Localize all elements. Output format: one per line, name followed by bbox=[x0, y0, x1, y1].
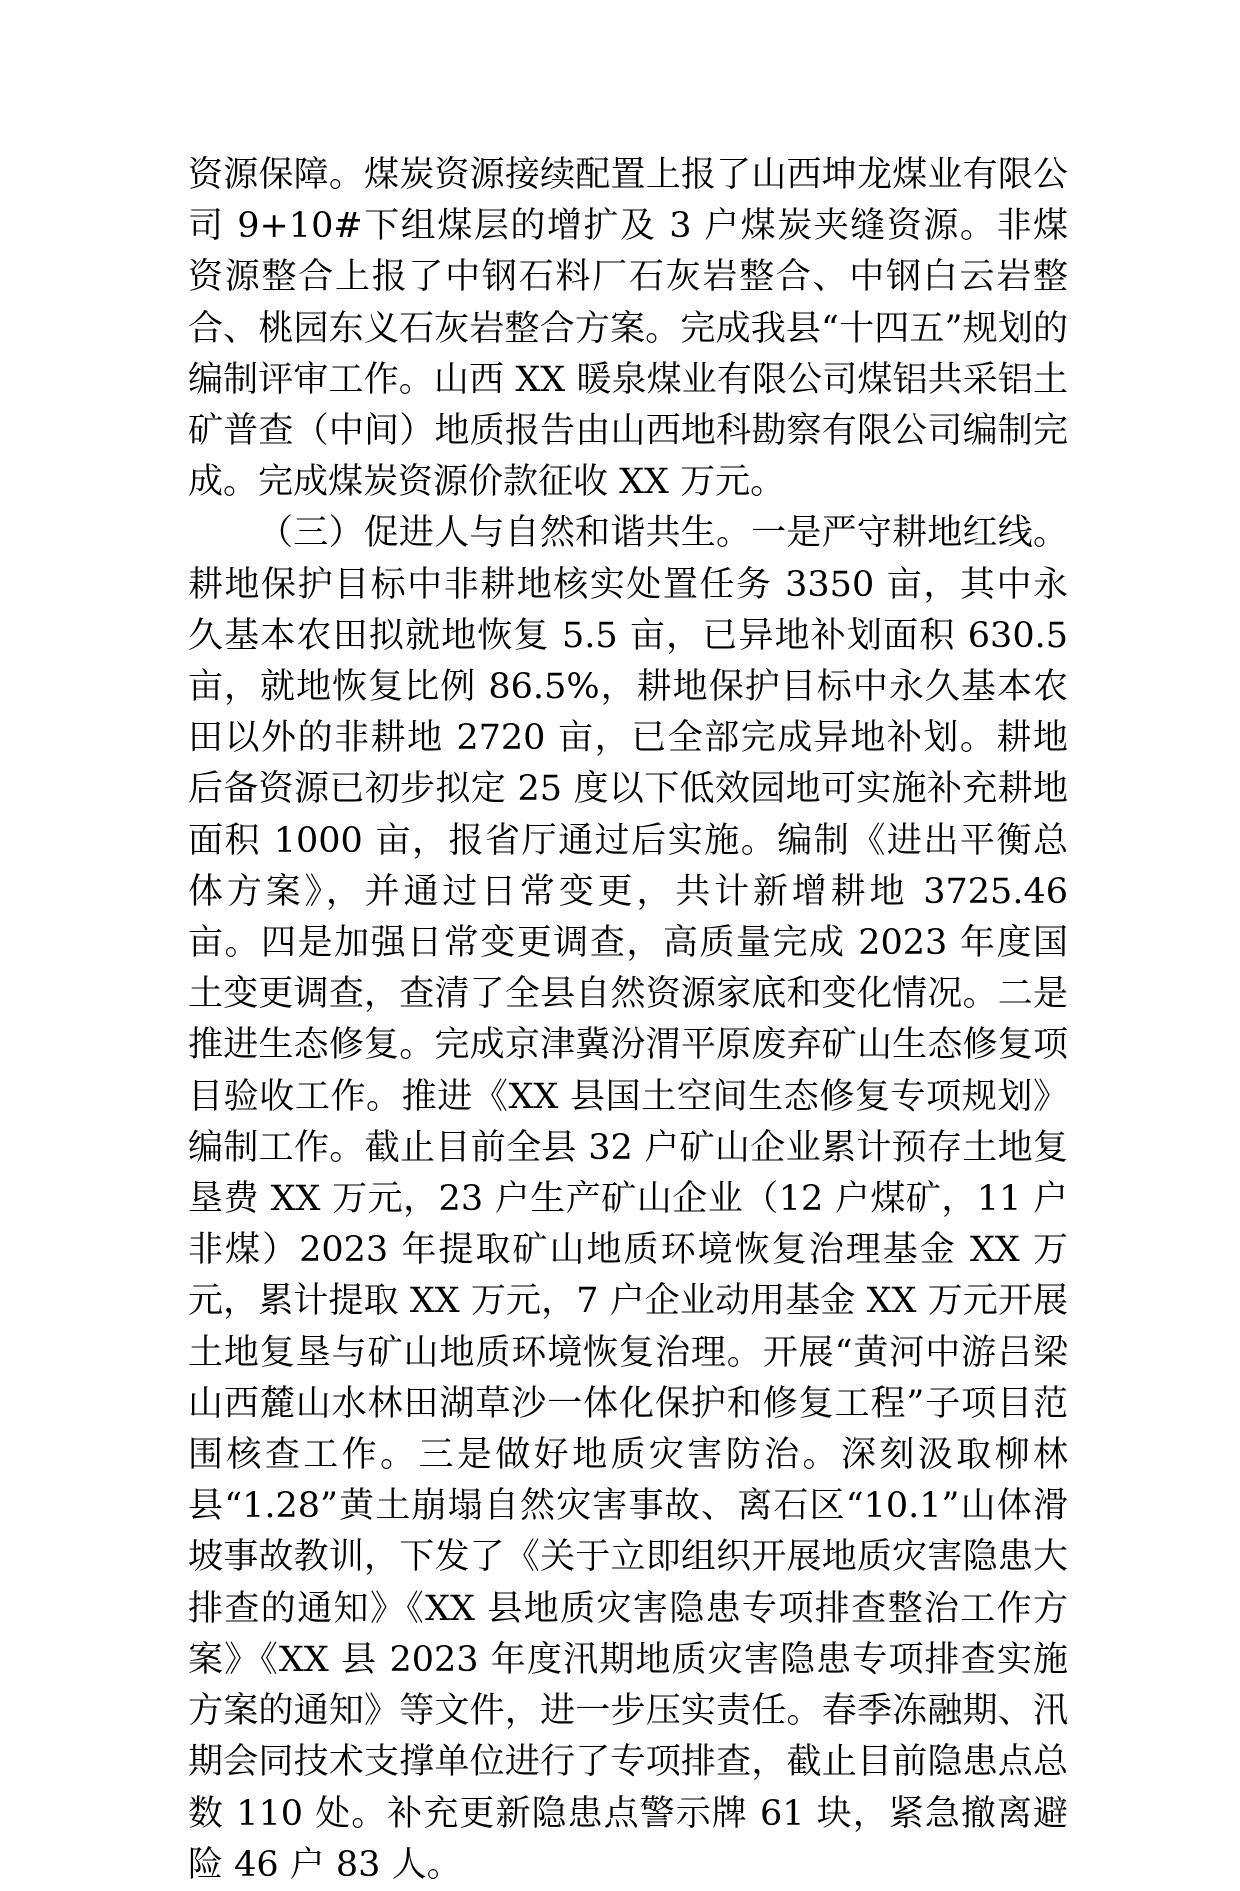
paragraph-resource-guarantee: 资源保障。煤炭资源接续配置上报了山西坤龙煤业有限公司 9+10#下组煤层的增扩及 3 户煤炭夹缝资源。非煤资源整合上报了中钢石料厂石灰岩整合、中钢白云岩整合、桃园东义石灰岩整合方案。完成我县“十四五”规划的编制评审工作。山西 XX 暖泉煤业有限公司煤铝共采铝土矿普查（中间）地质报告由山西地科勘察有限公司编制完成。完成煤炭资源价款征收 XX 万元。 bbox=[188, 155, 1068, 503]
document-body bbox=[188, 150, 1068, 1891]
paragraph-harmony-with-nature: （三）促进人与自然和谐共生。一是严守耕地红线。耕地保护目标中非耕地核实处置任务 3350 亩，其中永久基本农田拟就地恢复 5.5 亩，已异地补划面积 630.5 亩，就地恢复比例 86.5%，耕地保护目标中永久基本农田以外的非耕地 2720 亩，已全部完成异地补划。耕地后备资源已初步拟定 25 度以下低效园地可实施补充耕地面积 1000 亩，报省厅通过后实施。编制《进出平衡总体方案》，并通过日常变更，共计新增耕地 3725.46 亩。四是加强日常变更调查，高质量完成 2023 年度国土变更调查，查清了全县自然资源家底和变化情况。二是推进生态修复。完成京津冀汾渭平原废弃矿山生态修复项目验收工作。推进《XX 县国土空间生态修复专项规划》编制工作。截止目前全县 32 户矿山企业累计预存土地复垦费 XX 万元，23 户生产矿山企业（12 户煤矿，11 户非煤）2023 年提取矿山地质环境恢复治理基金 XX 万元，累计提取 XX 万元，7 户企业动用基金 XX 万元开展土地复垦与矿山地质环境恢复治理。开展“黄河中游吕梁山西麓山水林田湖草沙一体化保护和修复工程”子项目范围核查工作。三是做好地质灾害防治。深刻汲取柳林县“1.28”黄土崩塌自然灾害事故、离石区“10.1”山体滑坡事故教训，下发了《关于立即组织开展地质灾害隐患大排查的通知》《XX 县地质灾害隐患专项排查整治工作方案》《XX 县 2023 年度汛期地质灾害隐患专项排查实施方案的通知》等文件，进一步压实责任。春季冻融期、汛期会同技术支撑单位进行了专项排查，截止目前隐患点总数 110 处。补充更新隐患点警示牌 61 块，紧急撤离避险 46 户 83 人。 bbox=[188, 513, 1068, 1885]
